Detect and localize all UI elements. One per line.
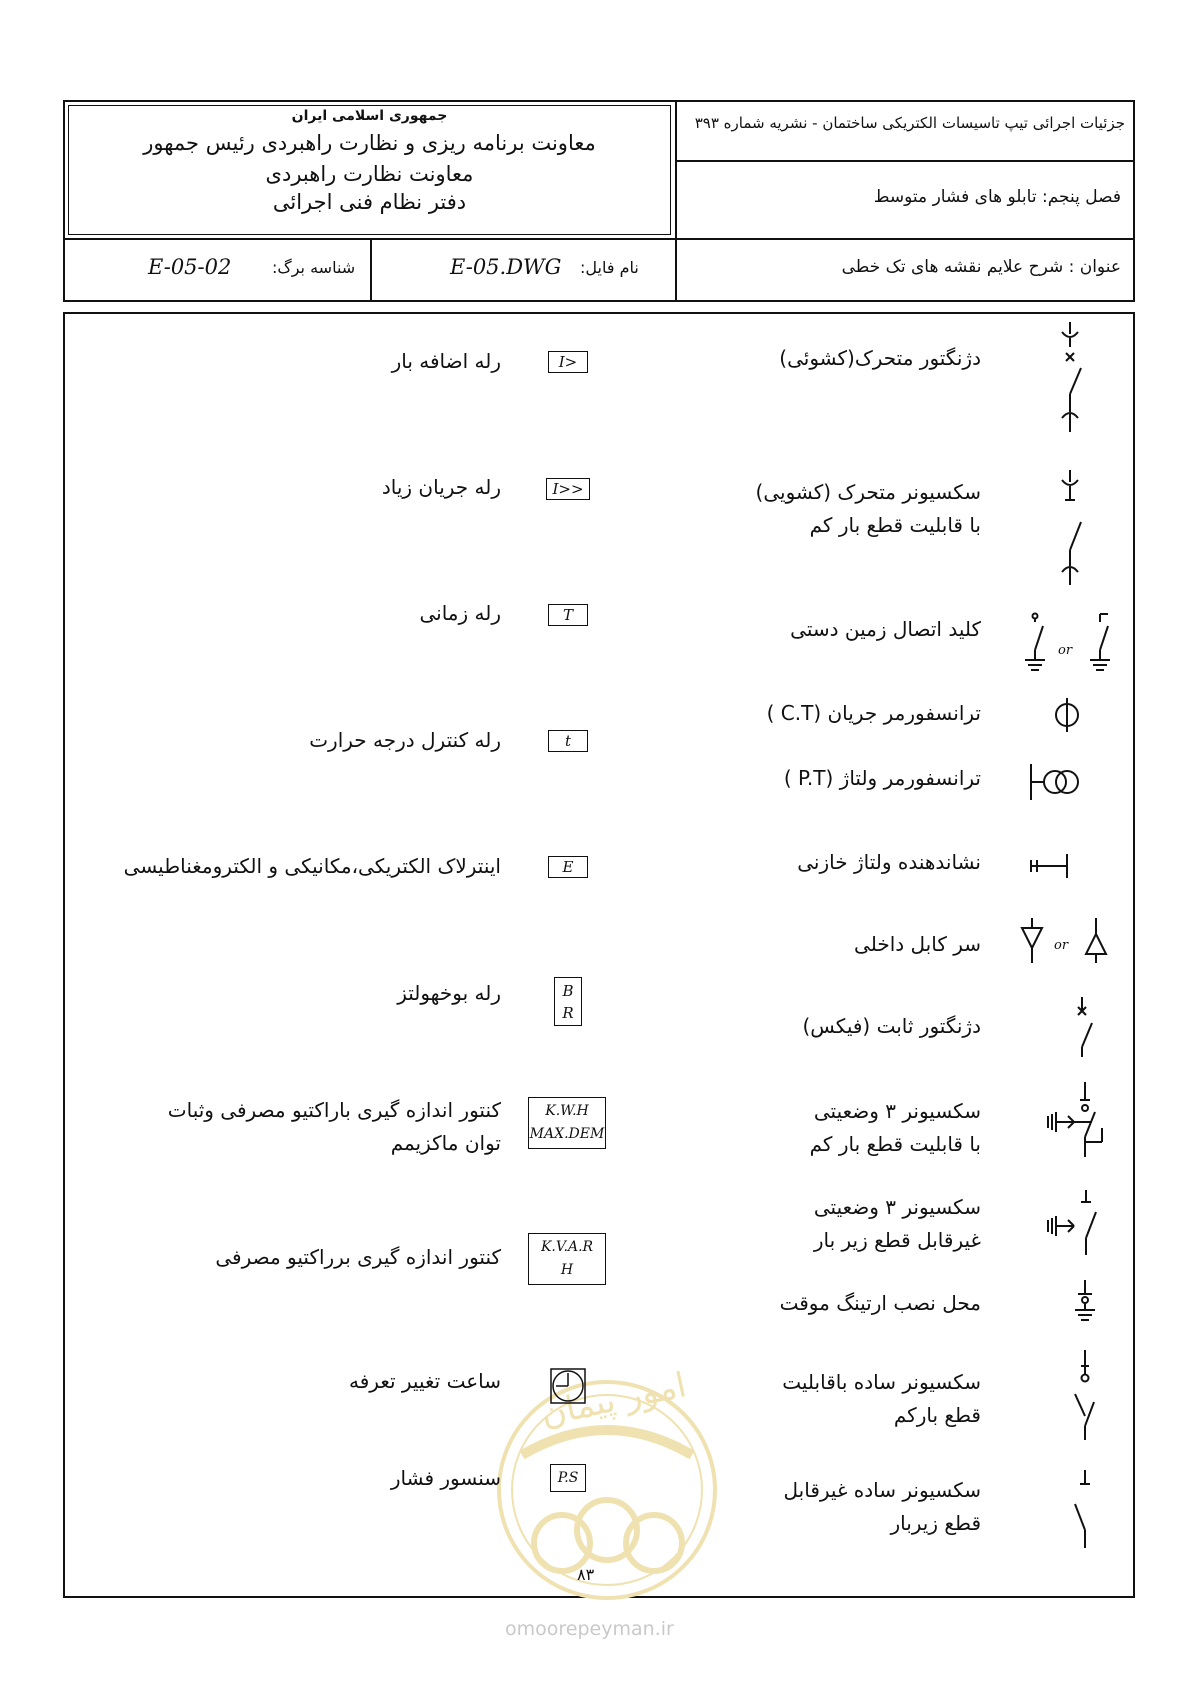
fixed-breaker-icon [1070,997,1100,1057]
file-label: نام فایل: [580,258,639,277]
label-fixed-breaker: دژنگتور ثابت (فیکس) [802,1014,981,1038]
label-overcurrent-relay: رله جریان زیاد [381,475,501,499]
tariff-clock-icon [550,1368,586,1404]
org-line-3: معاونت نظارت راهبردی [265,162,474,186]
label-withdrawable-disconnector: سکسیونر متحرک (کشویی) با قابلیت قطع بار کم [755,480,981,537]
code-active-energy-meter: K.W.H MAX.DEM [528,1097,606,1149]
label-temperature-relay: رله کنترل درجه حرارت [309,728,501,752]
simple-disconnector-icon [1070,1460,1100,1550]
page-number: ۸۳ [577,1565,595,1584]
label-indoor-cable-termination: سر کابل داخلی [854,932,981,956]
org-line-4: دفتر نظام فنی اجرائی [272,190,467,214]
three-position-load-disconnector-icon [1040,1082,1115,1162]
code-buchholz-relay: B R [554,977,582,1026]
or-label-earthing: or [1058,643,1073,658]
header-divider-vertical [675,100,677,302]
code-pressure-sensor: P.S [550,1464,586,1492]
label-simple-disconnector: سکسیونر ساده غیرقابل قطع زیربار [783,1478,981,1535]
withdrawable-breaker-icon [1050,322,1090,432]
label-temporary-earthing-point: محل نصب ارتینگ موقت [779,1291,981,1315]
label-time-relay: رله زمانی [419,601,501,625]
code-interlock: E [548,856,588,878]
code-time-relay: T [548,604,588,626]
header-divider-horizontal [63,238,1135,240]
org-line-1: جمهوری اسلامی ایران [291,108,448,124]
code-overcurrent-relay: I>> [546,478,590,500]
label-withdrawable-breaker: دژنگتور متحرک(کشوئی) [779,346,981,370]
withdrawable-disconnector-icon [1050,470,1090,585]
chapter-title: فصل پنجم: تابلو های فشار متوسط [873,187,1121,207]
header-divider-file [370,238,372,302]
load-break-disconnector-icon [1070,1350,1100,1440]
watermark-url: omoorepeyman.ir [505,1618,674,1640]
label-tariff-clock: ساعت تغییر تعرفه [349,1369,501,1393]
code-overload-relay: I> [548,351,588,373]
three-position-disconnector-icon [1040,1180,1110,1260]
code-reactive-energy-meter: K.V.A.R H [528,1233,606,1285]
label-voltage-transformer: ترانسفورمر ولتاژ (P.T ) [783,766,981,790]
sheet-title: عنوان : شرح علایم نقشه های تک خطی [841,257,1121,277]
label-overload-relay: رله اضافه بار [391,349,501,373]
file-value: E-05.DWG [450,255,562,279]
voltage-transformer-icon [1025,762,1085,802]
label-reactive-energy-meter: کنتور اندازه گیری برراکتیو مصرفی [215,1245,501,1269]
temporary-earthing-point-icon [1070,1280,1100,1330]
current-transformer-icon [1052,698,1082,732]
capacitive-voltage-indicator-icon [1027,850,1077,882]
sheet-id-label: شناسه برگ: [272,258,356,277]
code-temperature-relay: t [548,730,588,752]
watermark-text: امور پیمان [537,1365,690,1435]
label-three-position-disconnector: سکسیونر ۳ وضعیتی غیرقابل قطع زیر بار [813,1195,981,1252]
or-label-cable: or [1054,938,1069,953]
label-current-transformer: ترانسفورمر جریان (C.T ) [766,701,981,725]
publication-title: جزئیات اجرائی تیپ تاسیسات الکتریکی ساختمان - نشریه شماره ۳۹۳ [694,114,1125,132]
label-pressure-sensor: سنسور فشار [390,1466,501,1490]
label-interlock: اینترلاک الکتریکی،مکانیکی و الکترومغناطیسی [123,854,501,878]
label-three-position-load-disconnector: سکسیونر ۳ وضعیتی با قابلیت قطع بار کم [809,1099,981,1156]
sheet-id-value: E-05-02 [148,255,232,279]
label-load-break-disconnector: سکسیونر ساده باقابلیت قطع بارکم [782,1370,981,1427]
org-line-2: معاونت برنامه ریزی و نظارت راهبردی رئیس جمهور [143,131,596,155]
label-manual-earthing-switch: کلید اتصال زمین دستی [790,617,981,641]
label-capacitive-voltage-indicator: نشاندهنده ولتاژ خازنی [797,850,981,874]
header-divider-right [675,160,1135,162]
label-buchholz-relay: رله بوخهولتز [397,981,501,1005]
label-active-energy-meter: کنتور اندازه گیری باراکتیو مصرفی وثبات توان ماکزیمم [167,1098,501,1155]
